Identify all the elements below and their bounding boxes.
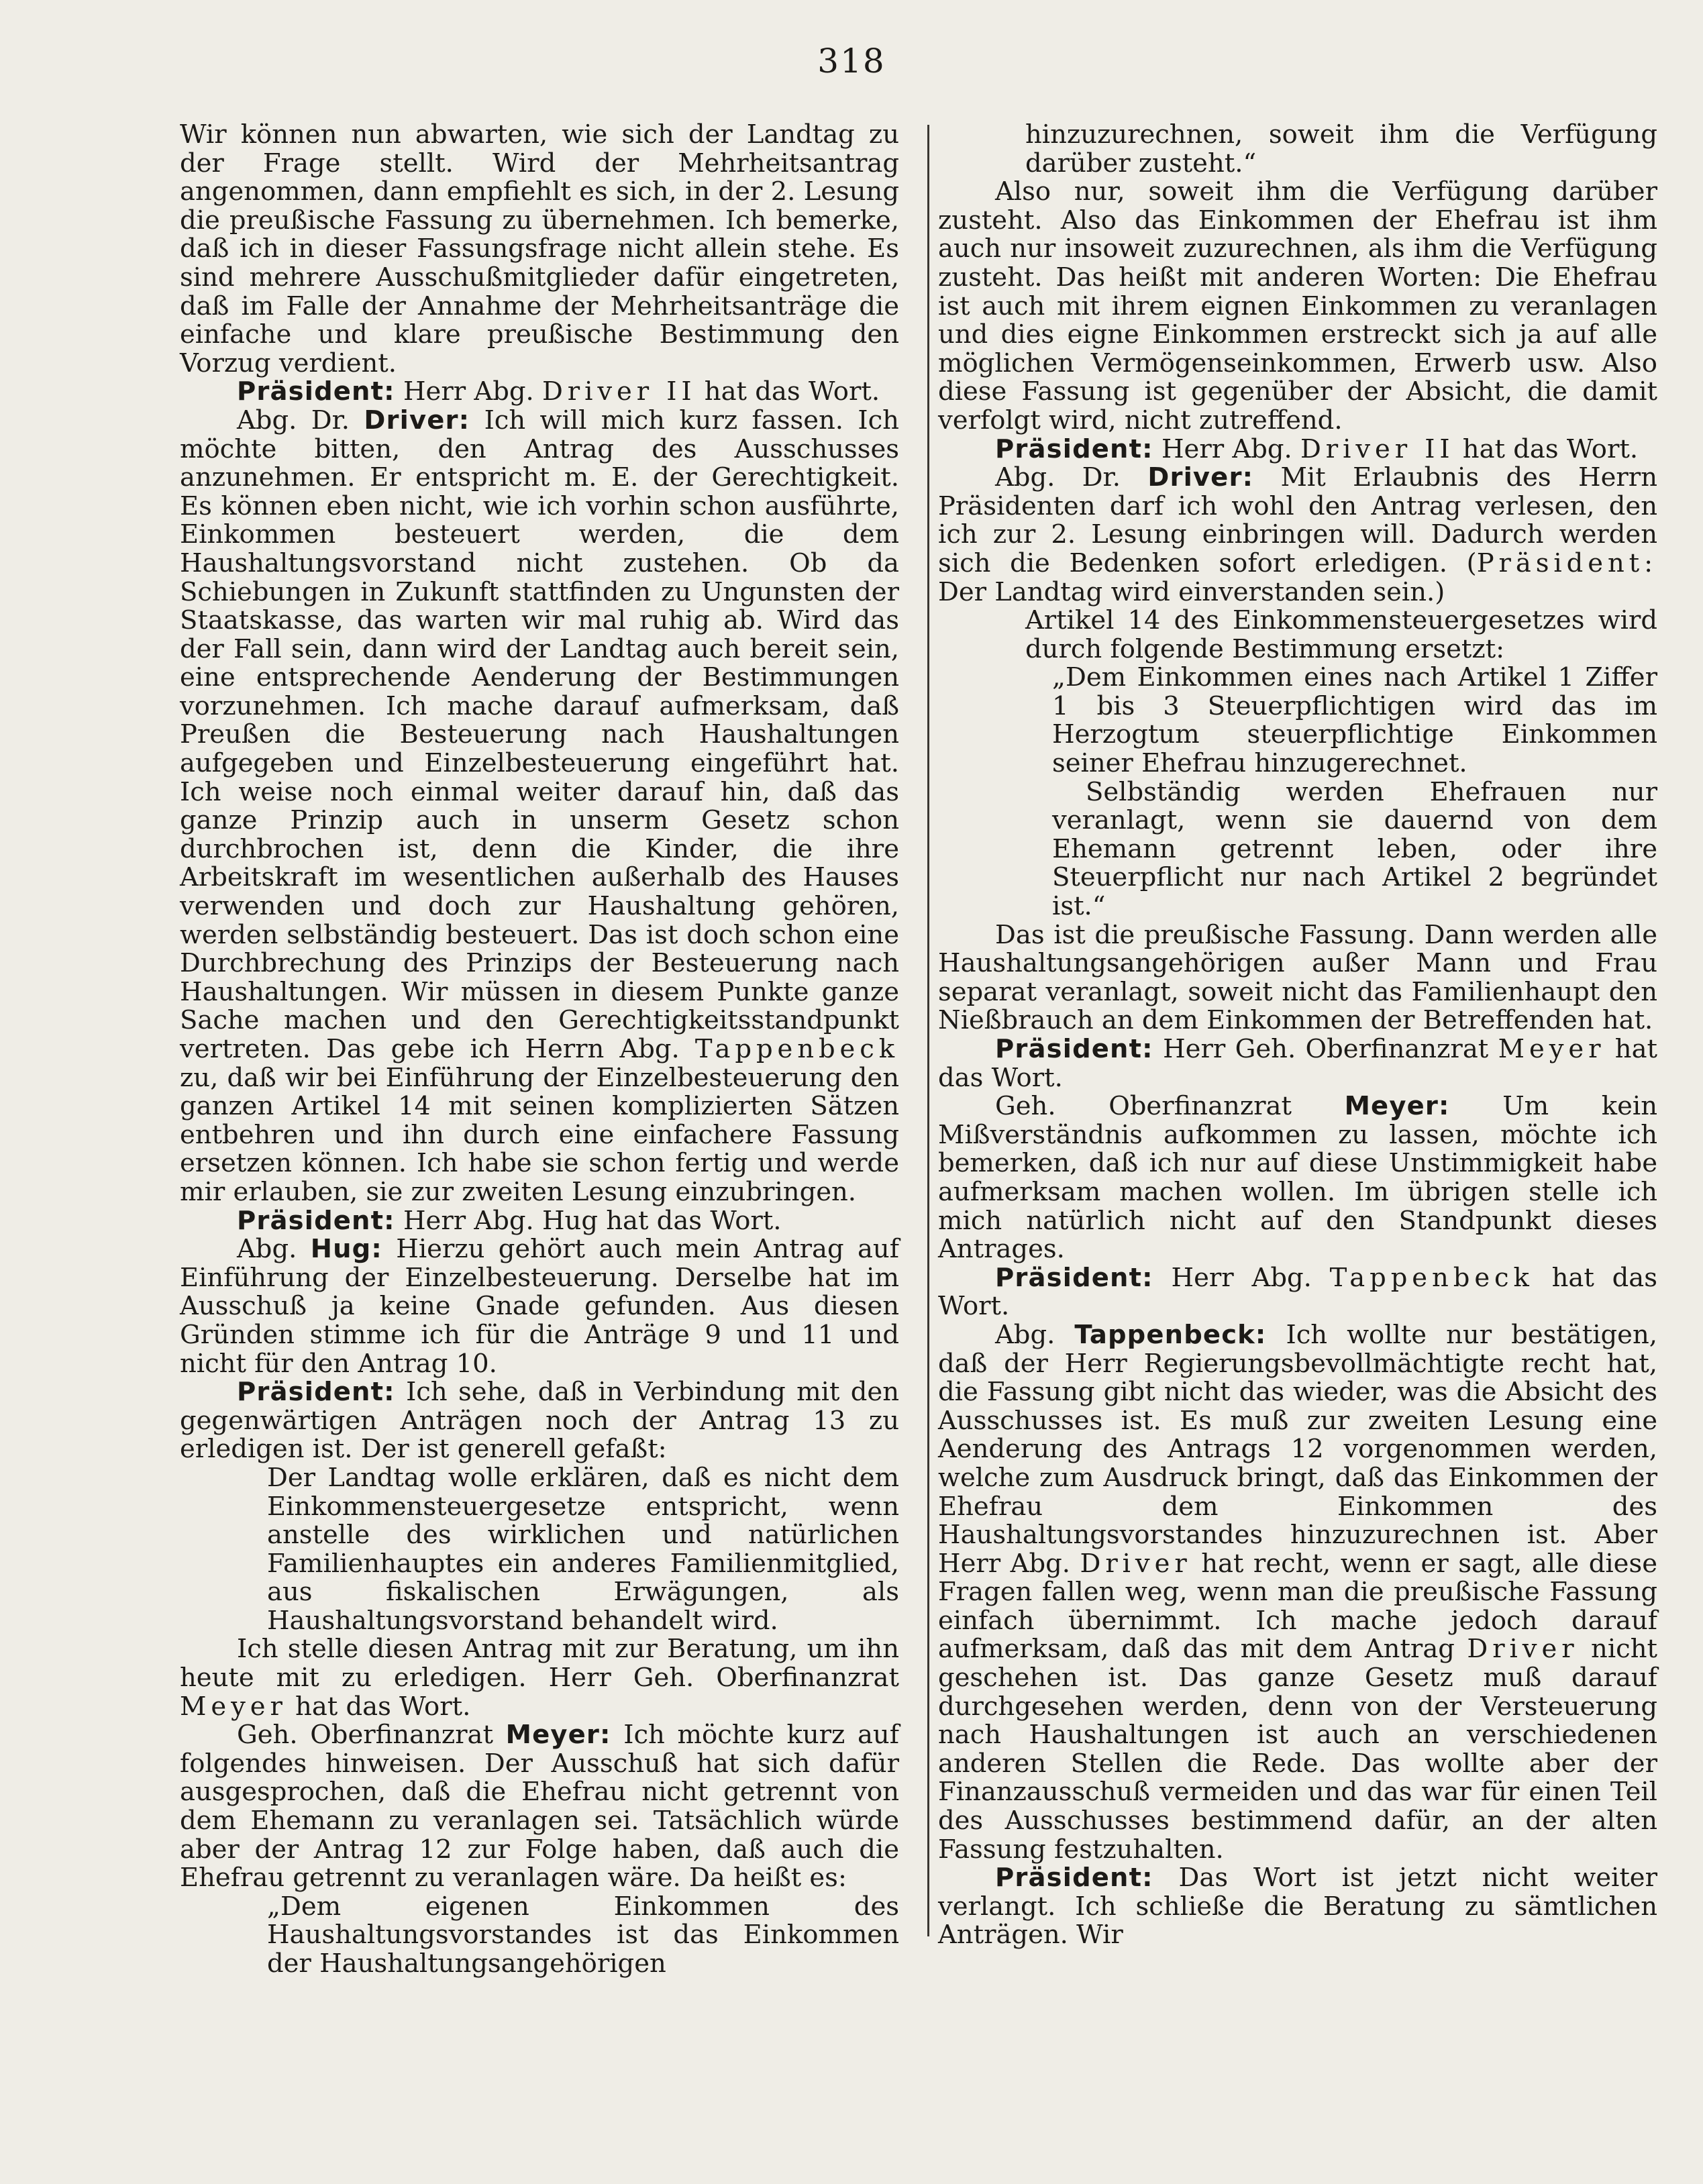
spaced-name: Meyer: [1498, 1034, 1606, 1064]
speaker-label: Präsident:: [237, 1205, 395, 1236]
paragraph: Abg. Dr. Driver: Ich will mich kurz fassen. Ich möchte bitten, den Antrag des Ausschusses anzunehmen. Er entspricht m. E. der Gerechtigkeit. Es können eben nicht, wie ich vorhin schon ausführte, Einkommen besteuert werden, die dem Haushaltungsvorstand nicht zustehen. Ob da Schiebungen in Zukunft stattfinden zu Ungunsten der Staatskasse, das warten wir mal ruhig ab. Wird das der Fall sein, dann wird der Landtag auch bereit sein, eine entsprechende Aenderung der Bestimmungen vorzunehmen. Ich mache darauf aufmerksam, daß Preußen die Besteuerung nach Haushaltungen aufgegeben und Einzelbesteuerung eingeführt hat. Ich weise noch einmal weiter darauf hin, daß das ganze Prinzip auch in unserm Gesetz schon durchbrochen ist, denn die Kinder, die ihre Arbeitskraft im wesentlichen außerhalb des Hauses verwenden und doch zur Haushaltung gehören, werden selbständig besteuert. Das ist doch schon eine Durchbrechung des Prinzips der Besteuerung nach Haushaltungen. Wir müssen in diesem Punkte ganze Sache machen und den Gerechtigkeitsstandpunkt vertreten. Das gebe ich Herrn Abg. Tappenbeck zu, daß wir bei Einführung der Einzelbesteuerung den ganzen Artikel 14 mit seinen komplizierten Sätzen entbehren und ihn durch eine einfachere Fassung ersetzen können. Ich habe sie schon fertig und werde mir erlauben, sie zur zweiten Lesung einzubringen.: [180, 405, 899, 1207]
spaced-name: Tappenbeck: [694, 1034, 899, 1064]
paragraph: Also nur, soweit ihm die Verfügung darüber zusteht. Also das Einkommen der Ehefrau ist ihm auch nur insoweit zuzurechnen, als ihm die Verfügung zusteht. Das heißt mit anderen Worten: Die Ehefrau ist auch mit ihrem eignen Einkommen zu veranlagen und dies eigne Einkommen erstreckt sich ja auf alle möglichen Vermögenseinkommen, Erwerb usw. Also diese Fassung ist gegenüber der Absicht, die damit verfolgt wird, nicht zutreffend.: [938, 176, 1657, 435]
quoted-motion: Artikel 14 des Einkommensteuergesetzes wird durch folgende Bestimmung ersetzt:: [1025, 605, 1657, 664]
spaced-name: Präsident:: [1476, 548, 1657, 578]
paragraph: Wir können nun abwarten, wie sich der Landtag zu der Frage stellt. Wird der Mehrheitsantrag angenommen, dann empfiehlt es sich, in der 2. Lesung die preußische Fassung zu übernehmen. Ich bemerke, daß ich in dieser Fassungsfrage nicht allein stehe. Es sind mehrere Ausschußmitglieder dafür eingetreten, daß im Falle der Annahme der Mehrheitsanträge die einfache und klare preußische Bestimmung den Vorzug verdient.: [180, 119, 899, 378]
speaker-label: Hug:: [310, 1234, 382, 1265]
quoted-motion: „Dem Einkommen eines nach Artikel 1 Ziffer 1 bis 3 Steuerpflichtigen wird das im Herzogtum steuerpflichtige Einkommen seiner Ehefrau hinzugerechnet.: [1052, 662, 1657, 779]
speaker-label: Meyer:: [505, 1720, 611, 1751]
speaker-label: Driver:: [1147, 462, 1254, 493]
speaker-label: Tappenbeck:: [1074, 1319, 1267, 1350]
speaker-label: Driver:: [364, 405, 470, 435]
speaker-label: Präsident:: [237, 1377, 395, 1408]
speaker-label: Präsident:: [237, 376, 395, 407]
column-divider: [927, 125, 929, 1936]
quoted-text: „Dem eigenen Einkommen des Haushaltungsvorstandes ist das Einkommen der Haushaltungsangehörigen: [267, 1891, 899, 1979]
paragraph: Präsident: Das Wort ist jetzt nicht weiter verlangt. Ich schließe die Beratung zu sämtlichen Anträgen. Wir: [938, 1863, 1657, 1951]
paragraph: Abg. Tappenbeck: Ich wollte nur bestätigen, daß der Herr Regierungsbevollmächtigte recht hat, die Fassung gibt nicht das wieder, was die Absicht des Ausschusses ist. Es muß zur zweiten Lesung eine Aenderung des Antrags 12 vorgenommen werden, welche zum Ausdruck bringt, daß das Einkommen der Ehefrau dem Einkommen des Haushaltungsvorstandes hinzuzurechnen ist. Aber Herr Abg. Driver hat recht, wenn er sagt, alle diese Fragen fallen weg, wenn man die preußische Fassung einfach übernimmt. Ich mache jedoch darauf aufmerksam, daß das mit dem Antrag Driver nicht geschehen ist. Das ganze Gesetz muß darauf durchgesehen werden, denn von der Versteuerung nach Haushaltungen ist auch an verschiedenen anderen Stellen die Rede. Das wollte aber der Finanzausschuß vermeiden und das war für einen Teil des Ausschusses bestimmend dafür, an der alten Fassung festzuhalten.: [938, 1319, 1657, 1865]
quoted-motion: Der Landtag wolle erklären, daß es nicht dem Einkommensteuergesetze entspricht, wenn anstelle des wirklichen und natürlichen Familienhauptes ein anderes Familienmitglied, aus fiskalischen Erwägungen, als Haushaltungsvorstand behandelt wird.: [267, 1462, 899, 1636]
spaced-name: Meyer: [180, 1691, 287, 1722]
right-column: [938, 121, 1657, 1950]
spaced-name: Tappenbeck: [1329, 1262, 1534, 1293]
paragraph: Ich stelle diesen Antrag mit zur Beratung, um ihn heute mit zu erledigen. Herr Geh. Oberfinanzrat Meyer hat das Wort.: [180, 1634, 899, 1722]
quoted-text: hinzuzurechnen, soweit ihm die Verfügung darüber zusteht.“: [1025, 119, 1657, 178]
speaker-label: Präsident:: [995, 1863, 1153, 1893]
paragraph: Abg. Dr. Driver: Mit Erlaubnis des Herrn Präsidenten darf ich wohl den Antrag verlesen, den ich zur 2. Lesung einbringen will. Dadurch werden sich die Bedenken sofort erledigen. (Präsident: Der Landtag wird einverstanden sein.): [938, 462, 1657, 607]
paragraph: Präsident: Herr Abg. Driver II hat das Wort.: [237, 376, 880, 407]
spaced-name: Driver: [1080, 1548, 1192, 1579]
speaker-label: Präsident:: [995, 1034, 1153, 1064]
paragraph: Geh. Oberfinanzrat Meyer: Um kein Mißverständnis aufkommen zu lassen, möchte ich bemerken, daß ich nur auf diese Unstimmigkeit habe aufmerksam machen wollen. Im übrigen stelle ich mich natürlich nicht auf den Standpunkt dieses Antrages.: [938, 1091, 1657, 1265]
paragraph: Geh. Oberfinanzrat Meyer: Ich möchte kurz auf folgendes hinweisen. Der Ausschuß hat sich dafür ausgesprochen, daß die Ehefrau nicht getrennt von dem Ehemann zu veranlagen sei. Tatsächlich würde aber der Antrag 12 zur Folge haben, daß auch die Ehefrau getrennt zu veranlagen wäre. Da heißt es:: [180, 1720, 899, 1893]
page-number: 318: [817, 42, 886, 81]
paragraph: Präsident: Ich sehe, daß in Verbindung mit den gegenwärtigen Anträgen noch der Antrag 13 zu erledigen ist. Der ist generell gefaßt:: [180, 1377, 899, 1465]
paragraph: Präsident: Herr Abg. Driver II hat das Wort.: [995, 433, 1639, 464]
spaced-name: Driver II: [541, 376, 696, 407]
spaced-name: Driver II: [1300, 433, 1455, 464]
quoted-motion: Selbständig werden Ehefrauen nur veranlagt, wenn sie dauernd von dem Ehemann getrennt leben, oder ihre Steuerpflicht nur nach Artikel 2 begründet ist.“: [1052, 776, 1657, 922]
speaker-label: Präsident:: [995, 433, 1153, 464]
spaced-name: Driver: [1467, 1634, 1579, 1665]
left-column: [180, 121, 899, 1979]
paragraph: Präsident: Herr Abg. Hug hat das Wort.: [237, 1205, 782, 1236]
paragraph: Präsident: Herr Abg. Tappenbeck hat das Wort.: [938, 1262, 1657, 1322]
paragraph: Abg. Hug: Hierzu gehört auch mein Antrag auf Einführung der Einzelbesteuerung. Derselbe hat im Ausschuß ja keine Gnade gefunden. Aus diesen Gründen stimme ich für die Anträge 9 und 11 und nicht für den Antrag 10.: [180, 1234, 899, 1379]
paragraph: Präsident: Herr Geh. Oberfinanzrat Meyer hat das Wort.: [938, 1034, 1658, 1093]
speaker-label: Meyer:: [1344, 1091, 1450, 1122]
paragraph: Das ist die preußische Fassung. Dann werden alle Haushaltungsangehörigen außer Mann und Frau separat veranlagt, soweit nicht das Familienhaupt den Nießbrauch an dem Einkommen der Betreffenden hat.: [938, 919, 1657, 1036]
speaker-label: Präsident:: [995, 1262, 1153, 1293]
